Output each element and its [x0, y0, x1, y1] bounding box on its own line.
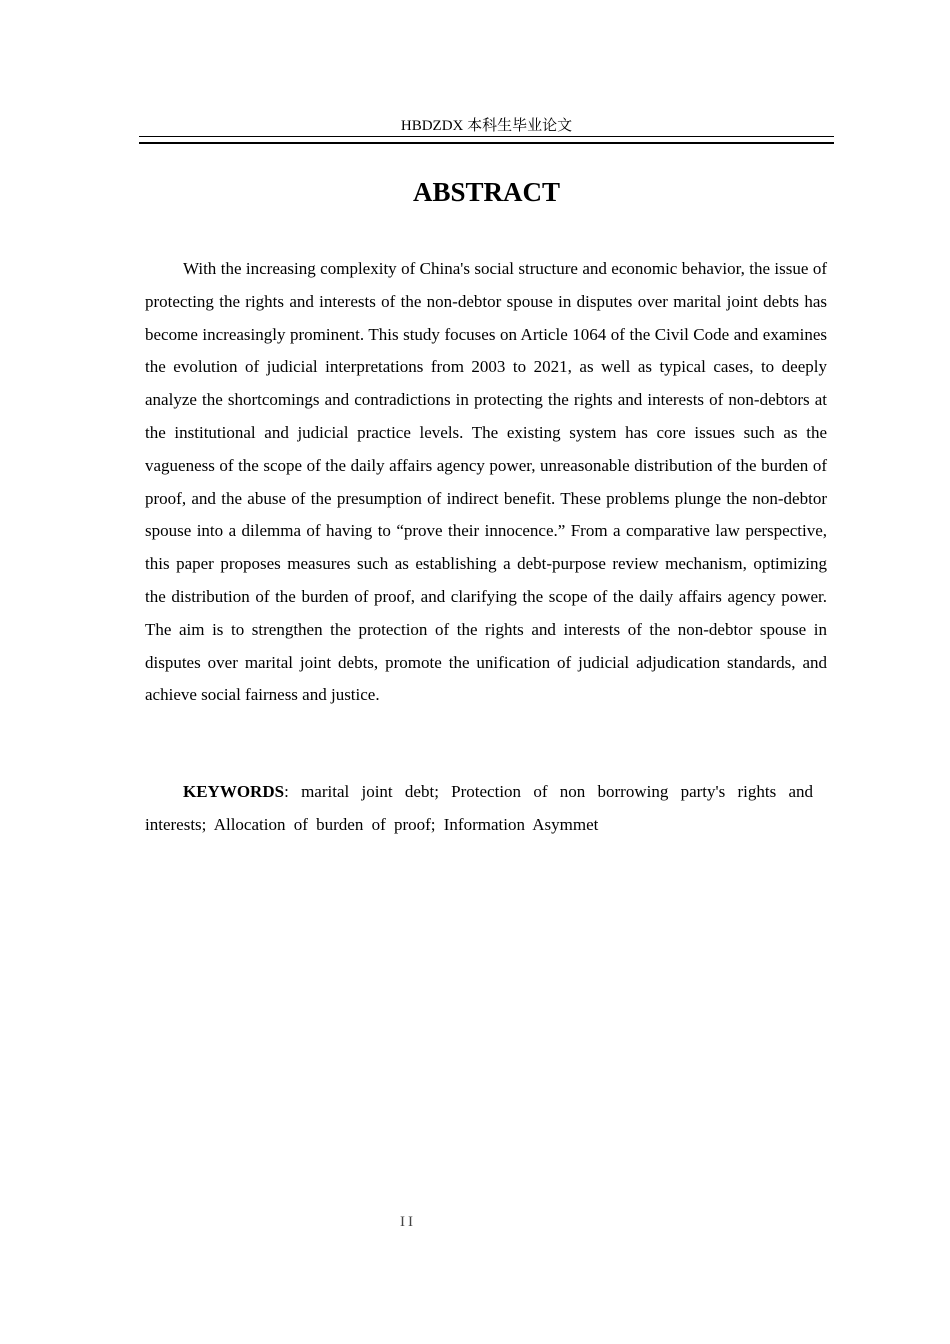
running-header: HBDZDX 本科生毕业论文 [400, 118, 573, 134]
header-double-rule [139, 136, 834, 144]
keywords-text: marital joint debt; Protection of non borrowing party's rights and interests; Allocation of burden of proof; Information Asymmet [145, 782, 813, 834]
page-number: II [400, 1214, 416, 1230]
keywords-separator: : [284, 782, 302, 801]
keywords-paragraph [145, 776, 813, 842]
abstract-title: ABSTRACT [412, 177, 561, 207]
keywords-label: KEYWORDS [183, 782, 285, 801]
abstract-body: With the increasing complexity of China's social structure and economic behavior, the issue of protecting the rights and interests of the non-debtor spouse in disputes over marital joint debts has become increasingly prominent. This study focuses on Article 1064 of the Civil Code and examines the evolution of judicial interpretations from 2003 to 2021, as well as typical cases, to deeply analyze the shortcomings and contradictions in protecting the rights and interests of non-debtors at the institutional and judicial practice levels. The existing system has core issues such as the vagueness of the scope of the daily affairs agency power, unreasonable distribution of the burden of proof, and the abuse of the presumption of indirect benefit. These problems plunge the non-debtor spouse into a dilemma of having to “prove their innocence.” From a comparative law perspective, this paper proposes measures such as establishing a debt-purpose review mechanism, optimizing the distribution of the burden of proof, and clarifying the scope of the daily affairs agency power. The aim is to strengthen the protection of the rights and interests of the non-debtor spouse in disputes over marital joint debts, promote the unification of judicial adjudication standards, and achieve social fairness and justice. [145, 259, 827, 705]
